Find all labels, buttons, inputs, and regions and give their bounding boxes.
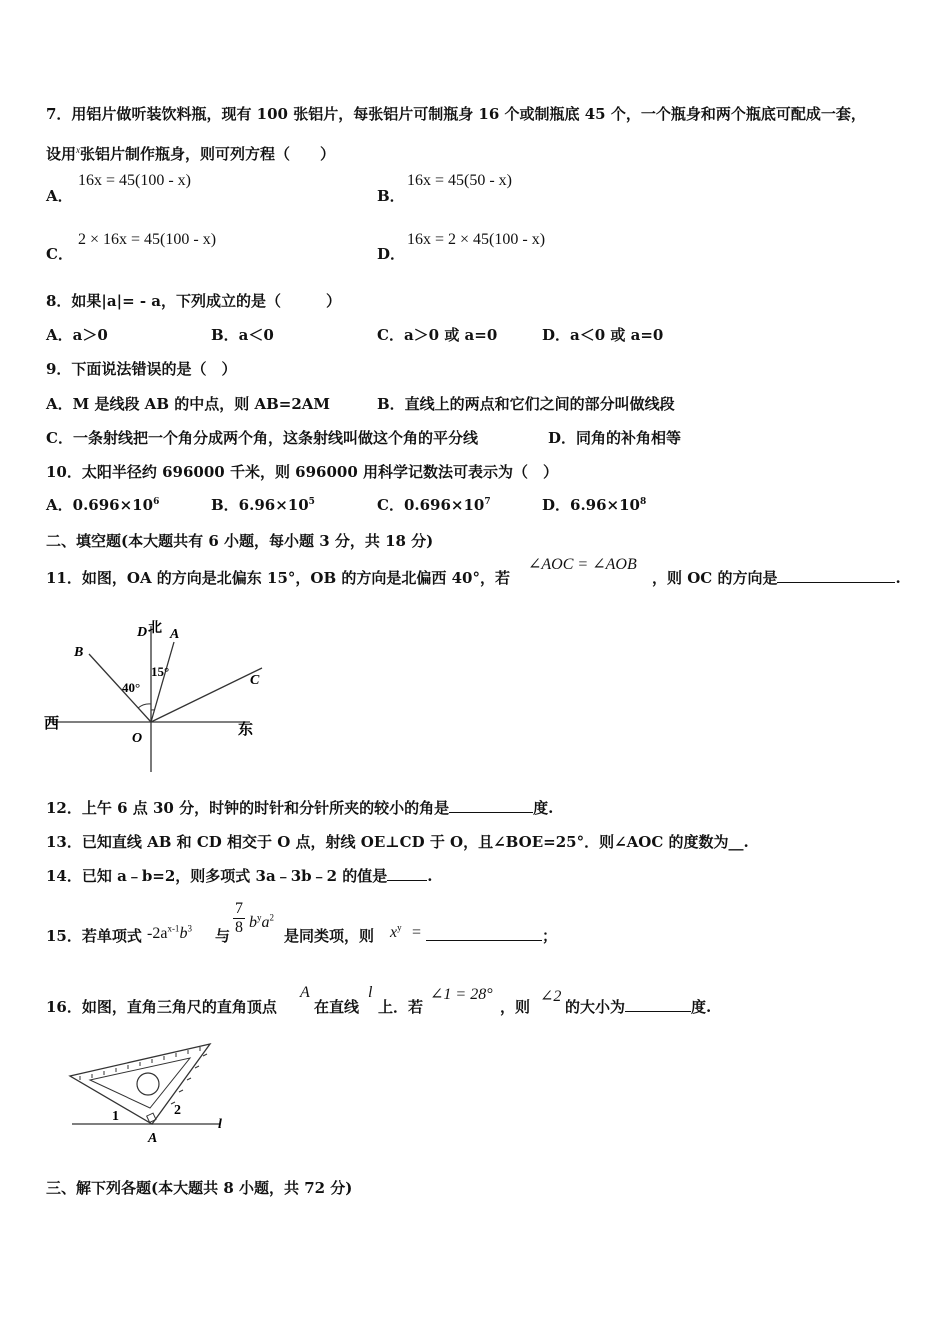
q15-answer-blank[interactable] — [426, 926, 542, 941]
q7-option-d-label: D． — [377, 245, 406, 263]
label-west: 西 — [44, 716, 60, 732]
label-b: B — [74, 645, 84, 660]
q9-option-b: B．直线上的两点和它们之间的部分叫做线段 — [377, 395, 675, 413]
q16-answer-blank[interactable] — [625, 997, 691, 1012]
q8-option-a: A．a＞0 — [46, 326, 108, 344]
q7-option-a-eq: 16x = 45(100 - x) — [78, 172, 192, 189]
label-a: A — [170, 627, 180, 642]
q9-option-c: C．一条射线把一个角分成两个角，这条射线叫做这个角的平分线 — [46, 429, 478, 447]
q15-monomial-1: $-2a^{x-1}b^3$ — [147, 923, 192, 942]
q16-answer: 的大小为 度. — [565, 998, 712, 1016]
q15-monomial-2: $b^ya^2$ — [249, 912, 274, 931]
label-15-degree: 15° — [151, 664, 170, 679]
label-c: C — [250, 673, 260, 688]
label-north: 北 — [148, 621, 162, 636]
q16-figure — [62, 1038, 252, 1148]
label-1: 1 — [112, 1109, 119, 1124]
q12-stem: 12．上午 6 点 30 分，时钟的时针和分针所夹的较小的角是 度. — [46, 799, 554, 817]
section-2-heading: 二、填空题(本大题共有 6 小题，每小题 3 分，共 18 分) — [46, 532, 434, 550]
label-d: D — [137, 625, 148, 640]
q16-mid1: 在直线 — [314, 998, 360, 1016]
q16-mid2: 上．若 — [378, 998, 424, 1016]
q10-option-b: B．$6.96\times 10^5$ — [211, 496, 315, 514]
q8-stem: 8．如果|a|= - a，下列成立的是（ ） — [46, 292, 342, 310]
q11-answer-blank[interactable] — [777, 568, 895, 583]
q9-option-d: D．同角的补角相等 — [548, 429, 682, 447]
q7-option-c-label: C． — [46, 245, 73, 263]
label-2: 2 — [174, 1103, 181, 1118]
q14-answer-blank[interactable] — [387, 866, 427, 881]
q12-answer-blank[interactable] — [449, 798, 533, 813]
label-a: A — [148, 1131, 158, 1146]
q15-equals: = — [412, 924, 422, 941]
q15-with: 与 — [215, 927, 231, 945]
q13-stem: 13．已知直线 AB 和 CD 相交于 O 点，射线 OE⊥CD 于 O，且∠BOE=25°．则∠AOC 的度数为__. — [46, 833, 749, 851]
q16-stem-pre: 16．如图，直角三角尺的直角顶点 — [46, 998, 277, 1016]
q14-stem: 14．已知 a﹣b=2，则多项式 3a﹣3b﹣2 的值是 . — [46, 867, 433, 885]
q10-stem: 10．太阳半径约 696000 千米，则 696000 用科学记数法可表示为（ ） — [46, 463, 559, 481]
q9-option-a: A．M 是线段 AB 的中点，则 AB=2AM — [46, 395, 331, 413]
q16-var-a: A — [300, 984, 310, 1001]
ray-ob — [89, 654, 151, 722]
label-east: 东 — [238, 722, 254, 738]
q10-option-d: D．$6.96\times 10^8$ — [542, 496, 647, 514]
q11-stem: 11．如图，OA 的方向是北偏东 15°，OB 的方向是北偏西 40°，若 — [46, 569, 510, 587]
label-o: O — [132, 731, 143, 746]
q7-stem-line1: 7．用铝片做听装饮料瓶，现有 100 张铝片，每张铝片可制瓶身 16 个或制瓶底 45 个，一个瓶身和两个瓶底可配成一套， — [46, 105, 866, 123]
q7-option-b-eq: 16x = 45(50 - x) — [407, 172, 513, 189]
q15-stem-pre: 15．若单项式 — [46, 927, 142, 945]
q10-option-c: C．$0.696\times 10^7$ — [377, 496, 491, 514]
triangle-hole — [137, 1073, 159, 1095]
angle-arc-40 — [138, 704, 151, 708]
q7-option-c-eq: 2 × 16x = 45(100 - x) — [78, 231, 217, 248]
q16-mid3: ，则 — [500, 998, 531, 1016]
q16-angle2: ∠2 — [540, 988, 562, 1005]
section-3-heading: 三、解下列各题(本大题共 8 小题，共 72 分) — [46, 1179, 353, 1197]
q15-fraction: 7 8 — [235, 900, 243, 936]
q16-var-l: l — [368, 984, 373, 1001]
q9-stem: 9．下面说法错误的是（ ） — [46, 360, 237, 378]
q15-x-power-y: $x^y$ — [390, 922, 402, 941]
q7-stem-line2: 设用$^x$张铝片制作瓶身，则可列方程（ ） — [46, 145, 336, 163]
q8-option-c: C．a＞0 或 a=0 — [377, 326, 498, 344]
label-40-degree: 40° — [122, 680, 141, 695]
q15-answer: ； — [426, 926, 557, 946]
q7-option-a-label: A． — [46, 187, 73, 205]
q15-mid: 是同类项，则 — [284, 927, 375, 945]
q8-option-d: D．a＜0 或 a=0 — [542, 326, 664, 344]
q11-answer: ，则 OC 的方向是 . — [652, 569, 901, 587]
q11-figure — [40, 608, 280, 778]
q7-option-d-eq: 16x = 2 × 45(100 - x) — [407, 231, 546, 248]
q8-option-b: B．a＜0 — [211, 326, 274, 344]
label-l: l — [218, 1117, 222, 1132]
triangle-ruler — [70, 1044, 210, 1124]
q11-equation: ∠AOC = ∠AOB — [528, 556, 637, 573]
q16-angle1-equation: ∠1 = 28° — [430, 986, 493, 1003]
q7-option-b-label: B． — [377, 187, 405, 205]
q10-option-a: A．$0.696\times 10^6$ — [46, 496, 160, 514]
